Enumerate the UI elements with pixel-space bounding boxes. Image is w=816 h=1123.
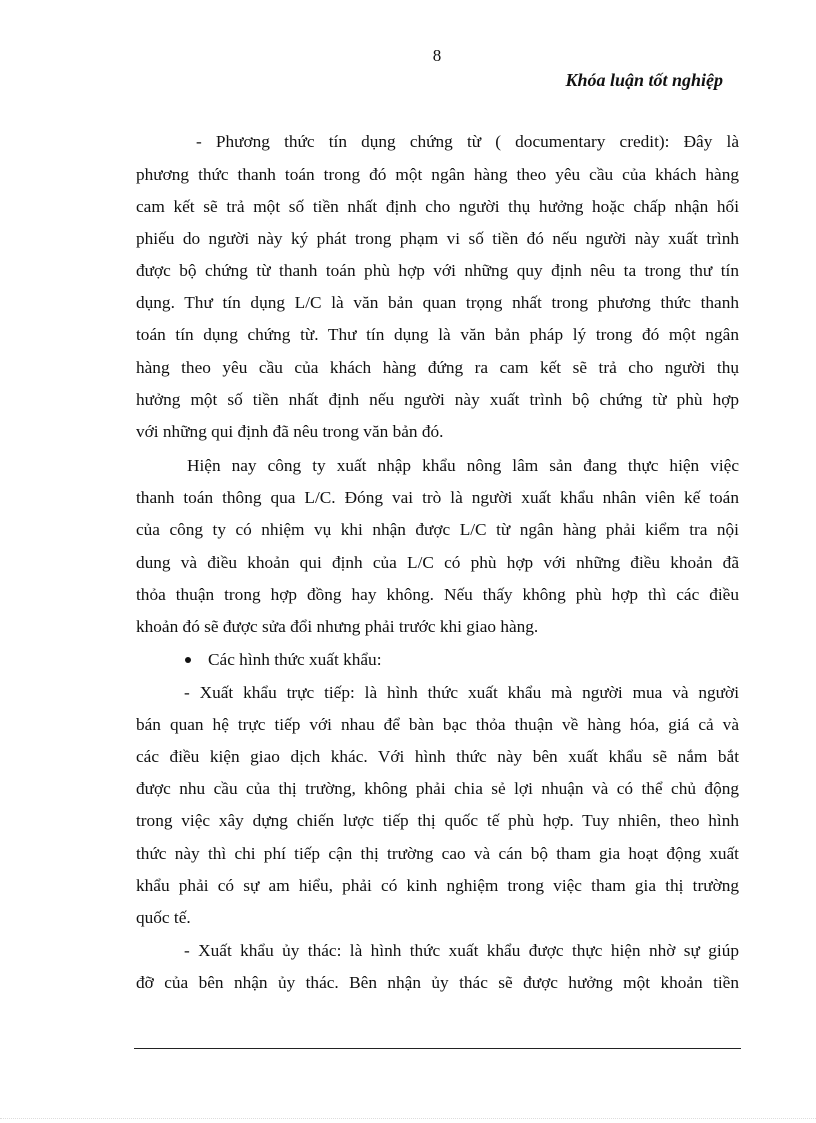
text-line: phương thức thanh toán trong đó một ngân hàng theo yêu cầu của khách hàng (136, 165, 739, 184)
text-line: thỏa thuận trong hợp đồng hay không. Nếu thấy không phù hợp thì các điều (136, 585, 739, 604)
text-line: được bộ chứng từ thanh toán phù hợp với những quy định nêu ta trong thư tín (136, 261, 739, 280)
text-line: đỡ của bên nhận ủy thác. Bên nhận ủy thác sẽ được hưởng một khoản tiền (136, 973, 739, 992)
page-number: 8 (432, 46, 442, 65)
text-line: thanh toán thông qua L/C. Đóng vai trò là người xuất khẩu nhân viên kế toán (136, 488, 739, 507)
text-line: trong việc xây dựng chiến lược tiếp thị quốc tế phù hợp. Tuy nhiên, theo hình (136, 811, 739, 830)
text-line: hàng theo yêu cầu của khách hàng đứng ra cam kết sẽ trả cho người thụ (136, 358, 739, 377)
text-line: Hiện nay công ty xuất nhập khẩu nông lâm sản đang thực hiện việc (187, 456, 739, 475)
footer-rule (134, 1048, 741, 1049)
text-line: khẩu phải có sự am hiểu, phải có kinh nghiệm trong việc tham gia thị trường (136, 876, 739, 895)
text-line: với những qui định đã nêu trong văn bản đó. (136, 422, 444, 441)
text-line: khoản đó sẽ được sửa đổi nhưng phải trước khi giao hàng. (136, 617, 539, 636)
bullet-item (185, 650, 382, 670)
text-line: - Xuất khẩu trực tiếp: là hình thức xuất khẩu mà người mua và người (184, 683, 739, 702)
document-header-title: Khóa luận tốt nghiệp (565, 70, 723, 90)
text-line: toán tín dụng chứng từ. Thư tín dụng là văn bản pháp lý trong đó một ngân (136, 325, 739, 344)
bullet-icon (185, 657, 191, 663)
text-line: dụng. Thư tín dụng L/C là văn bản quan trọng nhất trong phương thức thanh (136, 293, 739, 312)
text-line: thức này thì chi phí tiếp cận thị trường cao và cán bộ tham gia hoạt động xuất (136, 844, 739, 863)
text-line: phiếu do người này ký phát trong phạm vi số tiền đó nếu người này xuất trình (136, 229, 739, 248)
text-line: các điều kiện giao dịch khác. Với hình thức này bên xuất khẩu sẽ nắm bắt (136, 747, 739, 766)
text-line: dung và điều khoản qui định của L/C có phù hợp với những điều khoản đã (136, 553, 739, 572)
text-line: được nhu cầu của thị trường, không phải chia sẻ lợi nhuận và có thể chủ động (136, 779, 739, 798)
text-line: Các hình thức xuất khẩu: (208, 650, 382, 669)
text-line: - Xuất khẩu ủy thác: là hình thức xuất khẩu được thực hiện nhờ sự giúp (184, 941, 739, 960)
text-line: hưởng một số tiền nhất định nếu người này xuất trình bộ chứng từ phù hợp (136, 390, 739, 409)
page-bottom-border (0, 1118, 816, 1119)
text-line: - Phương thức tín dụng chứng từ ( documentary credit): Đây là (196, 132, 739, 151)
text-line: quốc tế. (136, 908, 191, 927)
text-line: cam kết sẽ trả một số tiền nhất định cho người thụ hưởng hoặc chấp nhận hối (136, 197, 739, 216)
text-line: của công ty có nhiệm vụ khi nhận được L/C từ ngân hàng phải kiểm tra nội (136, 520, 739, 539)
text-line: bán quan hệ trực tiếp với nhau để bàn bạc thỏa thuận về hàng hóa, giá cả và (136, 715, 739, 734)
